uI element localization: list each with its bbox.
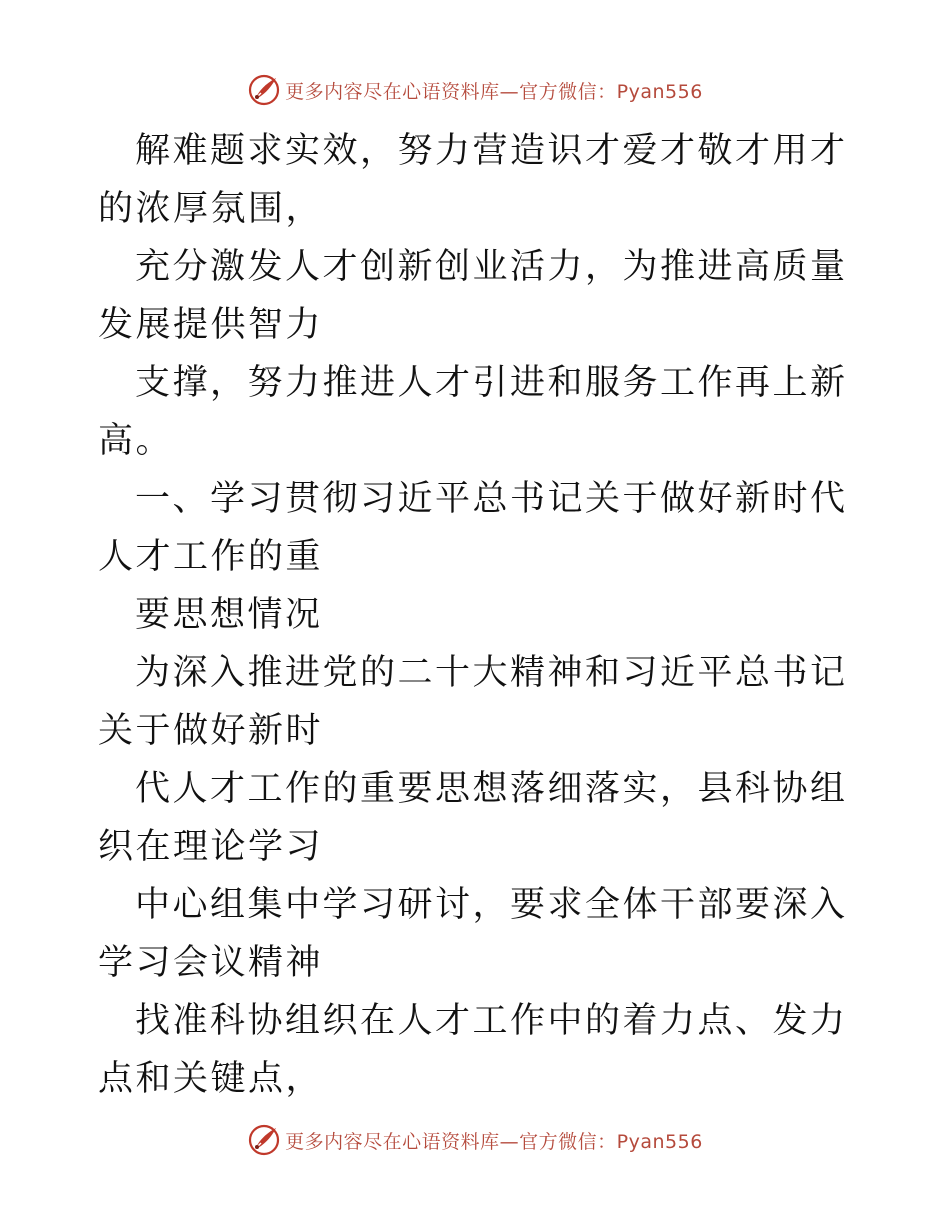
footer-banner-text: 更多内容尽在心语资料库—官方微信：Pyan556 xyxy=(285,1130,703,1153)
paragraph-2: 充分激发人才创新创业活力，为推进高质量发展提供智力 xyxy=(98,247,848,345)
header-banner xyxy=(0,70,950,110)
quill-pen-icon xyxy=(247,73,281,107)
quill-pen-icon xyxy=(247,1123,281,1157)
document-body xyxy=(98,122,858,1108)
paragraph-1: 解难题求实效，努力营造识才爱才敬才用才的浓厚氛围， xyxy=(98,131,848,229)
paragraph-8: 中心组集中学习研讨，要求全体干部要深入学习会议精神 xyxy=(98,885,848,983)
section-heading: 一、学习贯彻习近平总书记关于做好新时代人才工作的重 xyxy=(98,479,848,577)
paragraph-9: 找准科协组织在人才工作中的着力点、发力点和关键点， xyxy=(98,1001,848,1099)
paragraph-5: 要思想情况 xyxy=(135,595,323,635)
header-banner-text: 更多内容尽在心语资料库—官方微信：Pyan556 xyxy=(285,80,703,103)
paragraph-7: 代人才工作的重要思想落细落实，县科协组织在理论学习 xyxy=(98,769,848,867)
paragraph-3: 支撑，努力推进人才引进和服务工作再上新高。 xyxy=(98,363,848,461)
paragraph-6: 为深入推进党的二十大精神和习近平总书记关于做好新时 xyxy=(98,653,848,751)
footer-banner xyxy=(0,1120,950,1160)
